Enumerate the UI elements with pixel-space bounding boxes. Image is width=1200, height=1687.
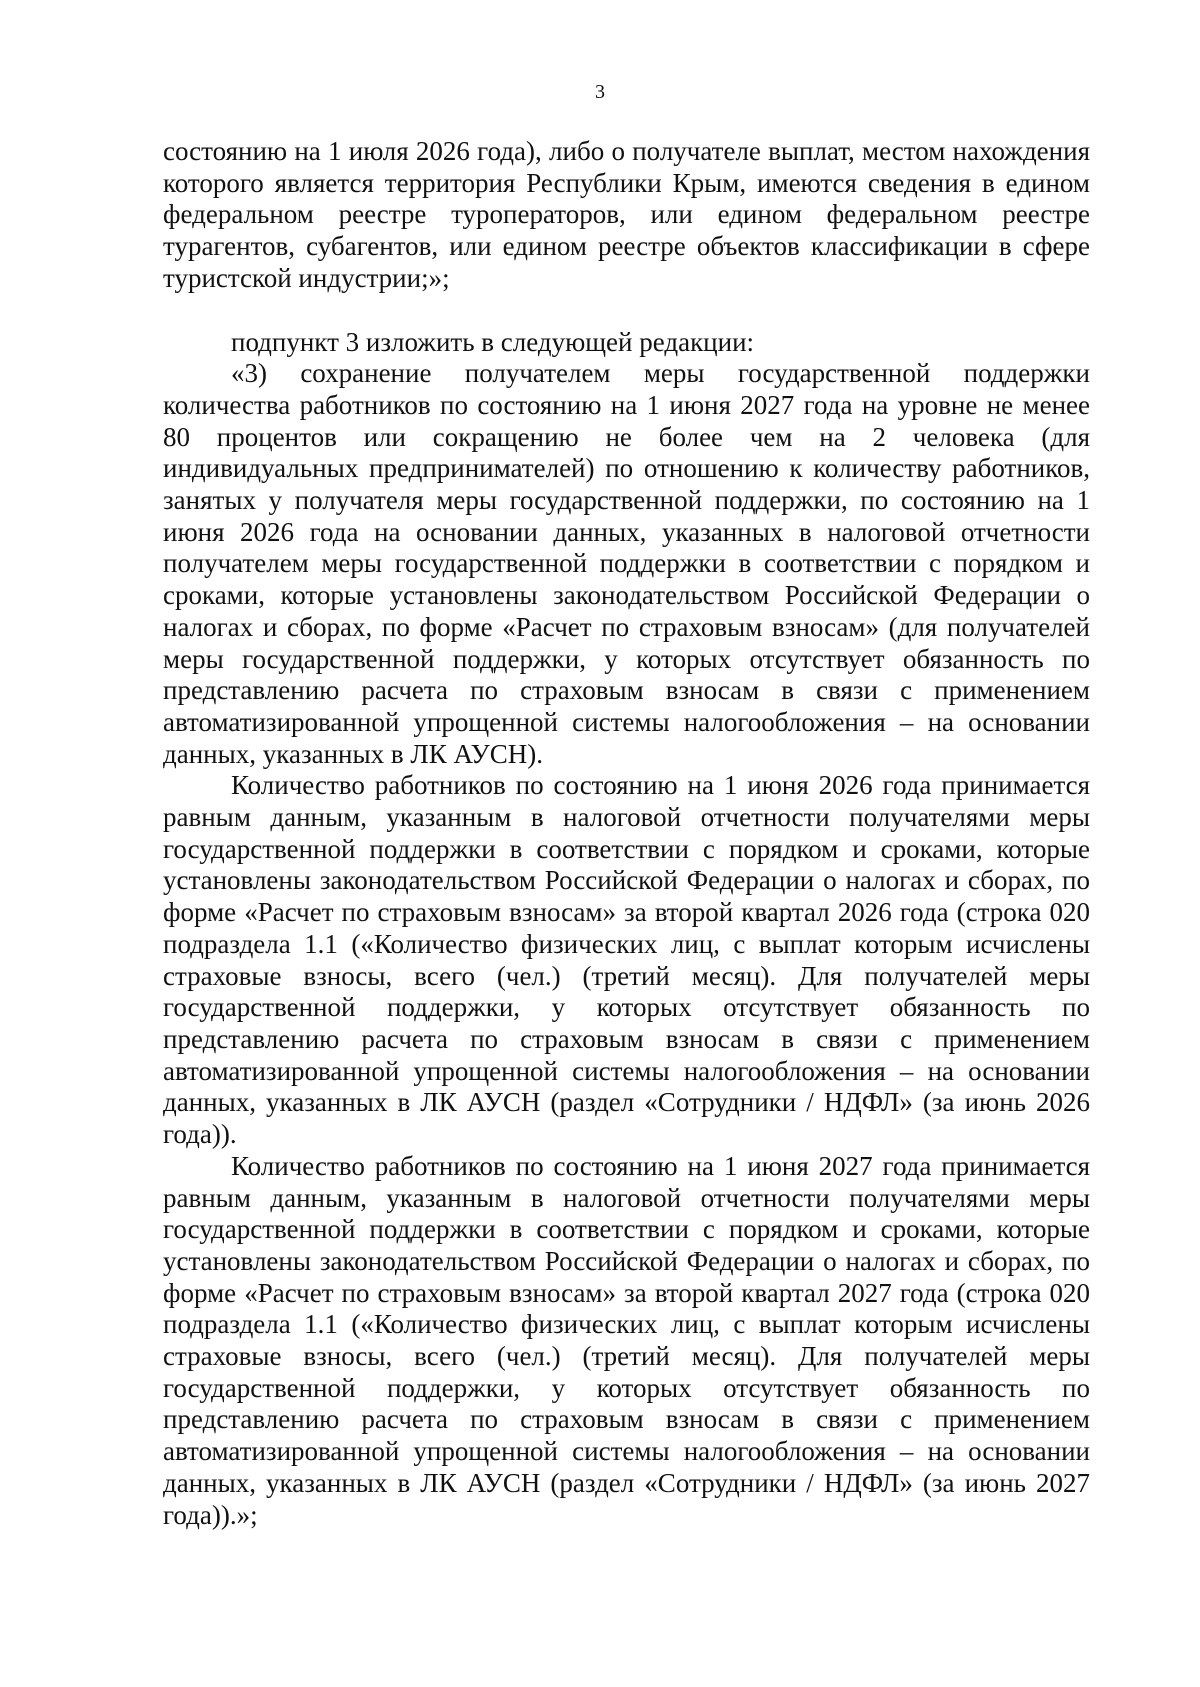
document-body [163,136,1090,1531]
page-number: 3 [595,81,605,103]
paragraph-workers-2026: Количество работников по состоянию на 1 июня 2026 года принимается равным данным, указанным в налоговой отчетности получателями меры государственной поддержки в соответствии с порядком и сроками, которые установлены законодательством Российской Федерации о налогах и сборах, по форме «Расчет по страховым взносам» за второй квартал 2026 года (строка 020 подраздела 1.1 («Количество физических лиц, с выплат которым исчислены страховые взносы, всего (чел.) (третий месяц). Для получателей меры государственной поддержки, у которых отсутствует обязанность по представлению расчета по страховым взносам в связи с применением автоматизированной упрощенной системы налогообложения – на основании данных, указанных в ЛК АУСН (раздел «Сотрудники / НДФЛ» (за июнь 2026 года)). [163,770,1090,1150]
paragraph-subpoint-3: «3) сохранение получателем меры государственной поддержки количества работников по состоянию на 1 июня 2027 года на уровне не менее 80 процентов или сокращению не более чем на 2 человека (для индивидуальных предпринимателей) по отношению к количеству работников, занятых у получателя меры государственной поддержки, по состоянию на 1 июня 2026 года на основании данных, указанных в налоговой отчетности получателем меры государственной поддержки в соответствии с порядком и сроками, которые установлены законодательством Российской Федерации о налогах и сборах, по форме «Расчет по страховым взносам» (для получателей меры государственной поддержки, у которых отсутствует обязанность по представлению расчета по страховым взносам в связи с применением автоматизированной упрощенной системы налогообложения – на основании данных, указанных в ЛК АУСН). [163,358,1090,769]
paragraph-subpoint-instruction: подпункт 3 изложить в следующей редакции: [231,326,755,357]
paragraph-continuation: состоянию на 1 июля 2026 года), либо о получателе выплат, местом нахождения которого является территория Республики Крым, имеются сведения в едином федеральном реестре туроператоров, или едином федеральном реестре турагентов, субагентов, или едином реестре объектов классификации в сфере туристской индустрии;»; [163,136,1090,293]
paragraph-workers-2027: Количество работников по состоянию на 1 июня 2027 года принимается равным данным, указанным в налоговой отчетности получателями меры государственной поддержки в соответствии с порядком и сроками, которые установлены законодательством Российской Федерации о налогах и сборах, по форме «Расчет по страховым взносам» за второй квартал 2027 года (строка 020 подраздела 1.1 («Количество физических лиц, с выплат которым исчислены страховые взносы, всего (чел.) (третий месяц). Для получателей меры государственной поддержки, у которых отсутствует обязанность по представлению расчета по страховым взносам в связи с применением автоматизированной упрощенной системы налогообложения – на основании данных, указанных в ЛК АУСН (раздел «Сотрудники / НДФЛ» (за июнь 2027 года)).»; [163,1150,1090,1530]
